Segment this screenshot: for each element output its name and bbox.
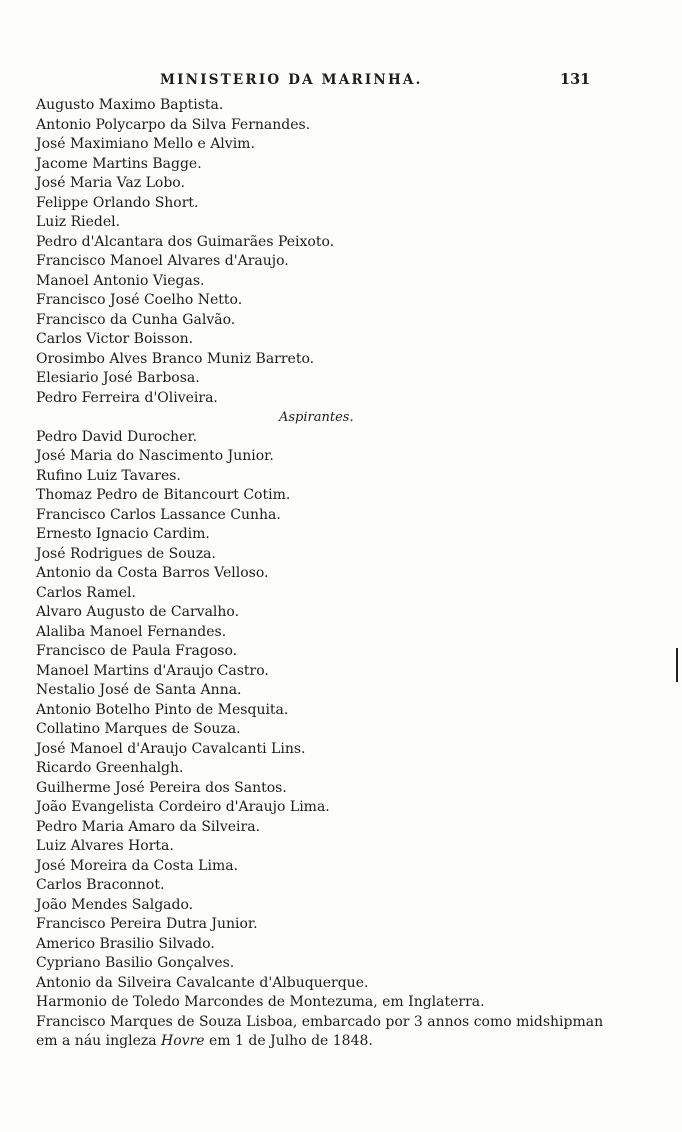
list-item: Pedro d'Alcantara dos Guimarães Peixoto. [36,233,335,250]
page-header-title: MINISTERIO DA MARINHA. [160,72,423,88]
list-item: Harmonio de Toledo Marcondes de Montezuma, em Inglaterra. [36,994,485,1010]
margin-mark [676,648,678,682]
list-item: Jacome Martins Bagge. [36,155,202,172]
name-list [36,96,636,1051]
list-item: Augusto Maximo Baptista. [36,97,224,113]
list-item: José Maria do Nascimento Junior. [36,448,274,464]
list-item: Francisco José Coelho Netto. [36,292,243,308]
list-item: Francisco da Cunha Galvão. [36,311,236,328]
list-item: José Rodrigues de Souza. [36,545,216,562]
list-item: João Evangelista Cordeiro d'Araujo Lima. [36,799,330,815]
list-item: José Manoel d'Araujo Cavalcanti Lins. [36,740,306,757]
ship-name: Hovre [161,1032,205,1049]
final-entry-text: Francisco Marques de Souza Lisboa, embarcado por 3 annos como midshipman em a náu ingleza [36,1013,604,1049]
list-item: Ricardo Greenhalgh. [36,760,184,776]
list-item: Manoel Martins d'Araujo Castro. [36,662,269,679]
list-item: José Maria Vaz Lobo. [36,175,185,191]
list-item: Francisco Pereira Dutra Junior. [36,916,258,932]
page-number: 131 [560,71,591,88]
list-item: Ernesto Ignacio Cardim. [36,526,210,542]
list-item: José Maximiano Mello e Alvim. [36,136,255,152]
list-item: Nestalio José de Santa Anna. [36,682,242,698]
list-item: Cypriano Basilio Gonçalves. [36,955,235,971]
list-item: Collatino Marques de Souza. [36,721,241,737]
list-item: Thomaz Pedro de Bitancourt Cotim. [36,487,291,503]
list-item: Antonio da Silveira Cavalcante d'Albuquerque. [36,974,369,991]
list-item: Antonio da Costa Barros Velloso. [36,565,269,581]
list-item: Pedro David Durocher. [36,428,198,445]
list-item: Carlos Braconnot. [36,877,165,893]
list-item: Alvaro Augusto de Carvalho. [36,604,240,620]
list-item: Manoel Antonio Viegas. [36,272,205,289]
aspirantes-list [36,428,636,1051]
list-item: Guilherme José Pereira dos Santos. [36,779,287,796]
list-item: Antonio Polycarpo da Silva Fernandes. [36,116,311,133]
list-item: Pedro Maria Amaro da Silveira. [36,818,261,835]
list-item-final-entry [36,1013,616,1051]
list-item: Antonio Botelho Pinto de Mesquita. [36,701,289,718]
list-item: João Mendes Salgado. [36,896,194,913]
list-item: Carlos Victor Boisson. [36,331,194,347]
list-item: Americo Brasilio Silvado. [36,935,215,952]
officers-list [36,96,636,408]
list-item: Francisco de Paula Fragoso. [36,643,238,659]
list-item: Felippe Orlando Short. [36,194,199,211]
list-item: Luiz Alvares Horta. [36,838,174,854]
list-item: Alaliba Manoel Fernandes. [36,623,227,640]
list-item: José Moreira da Costa Lima. [36,857,239,874]
list-item: Elesiario José Barbosa. [36,370,200,386]
list-item: Luiz Riedel. [36,214,121,230]
list-item: Pedro Ferreira d'Oliveira. [36,389,218,406]
final-entry-date: em 1 de Julho de 1848. [204,1032,373,1049]
list-item: Orosimbo Alves Branco Muniz Barreto. [36,350,315,367]
list-item: Francisco Manoel Alvares d'Araujo. [36,253,289,269]
section-heading-aspirantes: Aspirantes. [279,410,354,425]
list-item: Carlos Ramel. [36,584,136,601]
list-item: Rufino Luiz Tavares. [36,467,181,484]
list-item: Francisco Carlos Lassance Cunha. [36,506,281,523]
